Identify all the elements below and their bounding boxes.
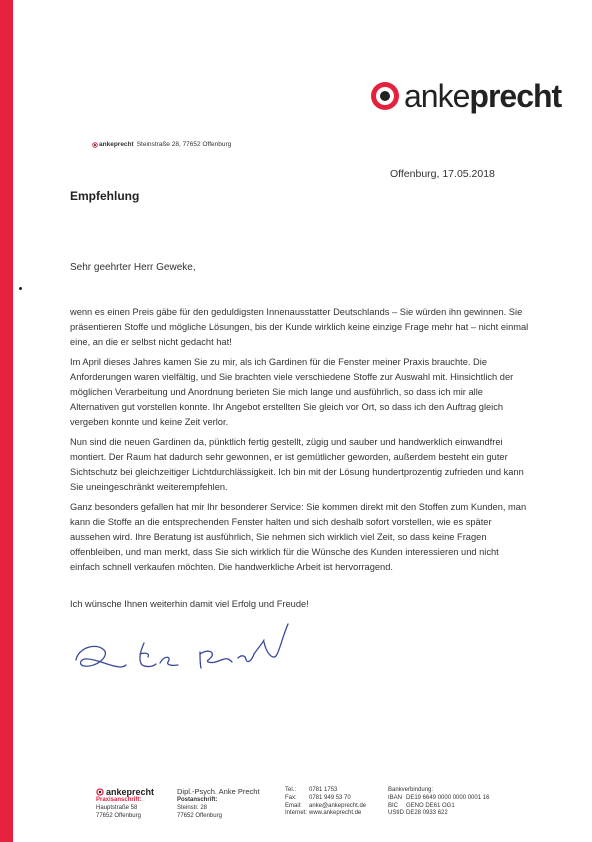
- punch-mark: [19, 287, 22, 290]
- website-link: www.ankeprecht.de: [309, 810, 362, 817]
- letter-salutation: Sehr geehrter Herr Geweke,: [70, 262, 196, 273]
- company-logo: [370, 80, 561, 112]
- footer-contact: Tel.: 0781 1753 Fax: 0781 949 53 70 Email: anke@ankeprecht.de Internet: www.ankeprecht.de: [285, 787, 367, 817]
- footer-bank-details: Bankverbindung: IBAN DE19 6649 0000 0000 0001 16 BIC GENO DE61 OG1 UStID DE28 0933 622: [388, 787, 490, 817]
- target-logo-small-icon: [92, 142, 98, 148]
- target-logo-icon: [370, 81, 400, 111]
- footer-brand: ankeprecht: [96, 787, 154, 797]
- red-margin-bar: [0, 0, 13, 842]
- footer-practice-address: ankeprecht Praxisanschrift: Hauptstraße 58 77652 Offenburg: [96, 787, 155, 819]
- body-paragraph: wenn es einen Preis gäbe für den geduldigsten Innenausstatter Deutschlands – Sie würden ihn gewinnen. Sie präsentieren Stoffe und mögliche Lösungen, bis der Kunde wirklich keine einzige Frage mehr hat – nicht einmal eine, an die er selbst nicht gedacht hat!: [70, 307, 529, 347]
- email-link: anke@ankeprecht.de: [309, 802, 367, 809]
- sender-address: Steinstraße 28, 77652 Offenburg: [136, 141, 232, 148]
- letter-subject: Empfehlung: [70, 189, 140, 203]
- sender-address-line: [92, 141, 231, 148]
- target-logo-small-icon: [96, 788, 104, 796]
- handwritten-signature: [68, 610, 308, 685]
- logo-wordmark: ankeprecht: [404, 78, 562, 114]
- closing-sentence: Ich wünsche Ihnen weiterhin damit viel Erfolg und Freude!: [70, 599, 309, 609]
- body-paragraph: Ganz besonders gefallen hat mir Ihr besonderer Service: Sie kommen direkt mit den Stoffen zum Kunden, man kann die Stoffe an die entsprechenden Fenster halten und sich deshalb sofort vorstellen, wie es später aussehen wird. Ihre Beratung ist ausführlich, Sie nehmen sich wirklich viel Zeit, so dass keine Fragen offenbleiben, und man merkt, dass Sie sich wirklich für die Wünsche des Kunden interessieren und nicht einfach schnell verkaufen möchten. Die handwerkliche Arbeit ist hervorragend.: [70, 502, 527, 572]
- body-paragraph: Nun sind die neuen Gardinen da, pünktlich fertig gestellt, zügig und sauber und handwerklich einwandfrei montiert. Der Raum hat dadurch sehr gewonnen, er ist gemütlicher geworden, außerdem besteht ein guter Sichtschutz bei gleichzeitiger Lichtdurchlässigkeit. Ich bin mit der Lösung hundertprozentig zufrieden und kann Sie uneingeschränkt weiterempfehlen.: [70, 437, 524, 492]
- body-paragraph: Im April dieses Jahres kamen Sie zu mir, als ich Gardinen für die Fenster meiner Praxis brauchte. Die Anforderungen waren vielfältig, und Sie brachten viele verschiedene Stoffe zur Auswahl mit. Hinsichtlich der möglichen Verarbeitung und Anordnung berieten Sie mich lange und ausführlich, so dass ich mir alle Alternativen gut vorstellen konnte. Ihr Angebot erstellten Sie gleich vor Ort, so dass ich den Auftrag gleich vergeben konnte und keine Zeit verlor.: [70, 357, 514, 427]
- footer-postal-address: Dipl.-Psych. Anke Precht Postanschrift: Steinstr. 28 77652 Offenburg: [177, 787, 260, 819]
- sender-brand: ankeprecht: [99, 141, 134, 148]
- letter-date: Offenburg, 17.05.2018: [390, 168, 495, 180]
